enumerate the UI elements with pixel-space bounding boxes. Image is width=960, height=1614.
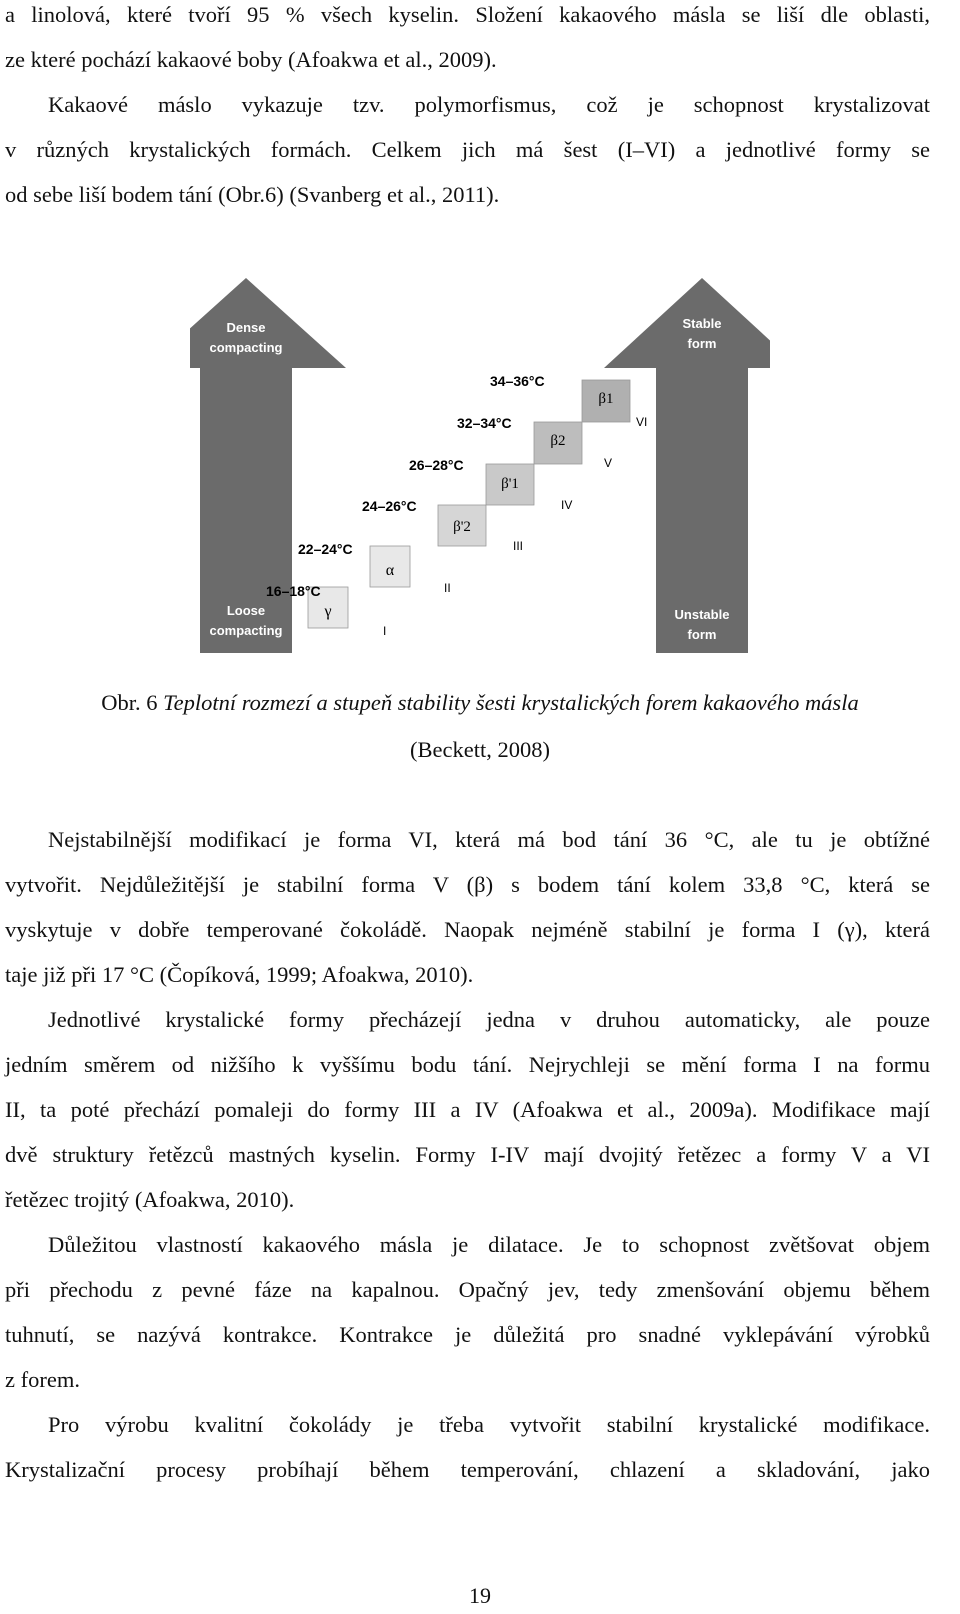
temp-32-34: 32–34°C — [457, 415, 512, 431]
body-line-8: dvě struktury řetězců mastných kyselin. Formy I-IV mají dvojitý řetězec a formy V a VI — [5, 1142, 930, 1167]
body-line-14: Pro výrobu kvalitní čokolády je třeba vytvořit stabilní krystalické modifikace. — [48, 1412, 930, 1437]
body-line-4: taje již při 17 °C (Čopíková, 1999; Afoakwa, 2010). — [5, 962, 474, 987]
form-gamma: γ — [324, 603, 332, 620]
body-line-1: Nejstabilnější modifikací je forma VI, která má bod tání 36 °C, ale tu je obtížné — [48, 827, 930, 852]
left-arrow-label-1: Dense — [226, 320, 266, 335]
left-arrow-label-2: compacting — [209, 340, 283, 355]
roman-V: V — [604, 456, 613, 470]
form-beta-2: β2 — [550, 433, 566, 449]
body-line-5: Jednotlivé krystalické formy přecházejí jedna v druhou automaticky, ale pouze — [48, 1007, 930, 1032]
caption-prefix: Obr. 6 — [101, 690, 164, 715]
intro-line-3: Kakaové máslo vykazuje tzv. polymorfismus, což je schopnost krystalizovat — [48, 92, 930, 117]
left-arrow-bottom-label-1: Loose — [226, 603, 266, 618]
body-line-10: Důležitou vlastností kakaového másla je dilatace. Je to schopnost zvětšovat objem — [48, 1232, 930, 1257]
form-beta-prime-1: β'1 — [501, 476, 519, 492]
form-alpha: α — [385, 562, 395, 579]
form-beta-prime-2: β'2 — [453, 519, 471, 535]
figure-caption — [0, 688, 960, 718]
temp-26-28: 26–28°C — [409, 457, 464, 473]
temp-24-26: 24–26°C — [362, 498, 417, 514]
body-line-2: vytvořit. Nejdůležitější je stabilní forma V (β) s bodem tání kolem 33,8 °C, která se — [5, 872, 930, 897]
body-line-15: Krystalizační procesy probíhají během temperování, chlazení a skladování, jako — [5, 1457, 930, 1482]
roman-VI: VI — [636, 415, 648, 429]
roman-III: III — [513, 539, 524, 553]
body-line-6: jedním směrem od nižšího k vyššímu bodu tání. Nejrychleji se mění forma I na formu — [5, 1052, 930, 1077]
body-line-9: řetězec trojitý (Afoakwa, 2010). — [5, 1187, 295, 1212]
temp-16-18: 16–18°C — [266, 583, 321, 599]
caption-source: (Beckett, 2008) — [410, 737, 550, 762]
page-number: 19 — [469, 1583, 491, 1608]
body-line-12: tuhnutí, se nazývá kontrakce. Kontrakce je důležitá pro snadné vyklepávání výrobků — [5, 1322, 930, 1347]
right-arrow-label-2: form — [687, 336, 717, 351]
left-arrow-bottom-label-2: compacting — [209, 623, 283, 638]
form-beta-1: β1 — [598, 391, 614, 407]
body-line-13: z forem. — [5, 1367, 80, 1392]
intro-line-2: ze které pochází kakaové boby (Afoakwa et al., 2009). — [5, 47, 497, 72]
right-arrow — [604, 278, 770, 653]
roman-I: I — [383, 624, 387, 638]
roman-II: II — [444, 581, 451, 595]
body-line-7: II, ta poté přechází pomaleji do formy III a IV (Afoakwa et al., 2009a). Modifikace mají — [5, 1097, 930, 1122]
temp-22-24: 22–24°C — [298, 541, 353, 557]
right-arrow-bottom-label-1: Unstable — [674, 607, 730, 622]
crystal-forms-figure — [190, 278, 770, 658]
intro-line-4: v různých krystalických formách. Celkem jich má šest (I–VI) a jednotlivé formy se — [5, 137, 930, 162]
roman-IV: IV — [561, 498, 573, 512]
temp-34-36: 34–36°C — [490, 373, 545, 389]
caption-text: Teplotní rozmezí a stupeň stability šesti krystalických forem kakaového másla — [163, 690, 859, 715]
right-arrow-bottom-label-2: form — [687, 627, 717, 642]
body-line-11: při přechodu z pevné fáze na kapalnou. Opačný jev, tedy zmenšování objemu během — [5, 1277, 930, 1302]
right-arrow-label-1: Stable — [682, 316, 722, 331]
intro-line-5: od sebe liší bodem tání (Obr.6) (Svanberg et al., 2011). — [5, 182, 500, 207]
body-line-3: vyskytuje v dobře temperované čokoládě. Naopak nejméně stabilní je forma I (γ), která — [5, 917, 930, 942]
intro-line-1: a linolová, které tvoří 95 % všech kyselin. Složení kakaového másla se liší dle oblasti, — [5, 2, 930, 27]
